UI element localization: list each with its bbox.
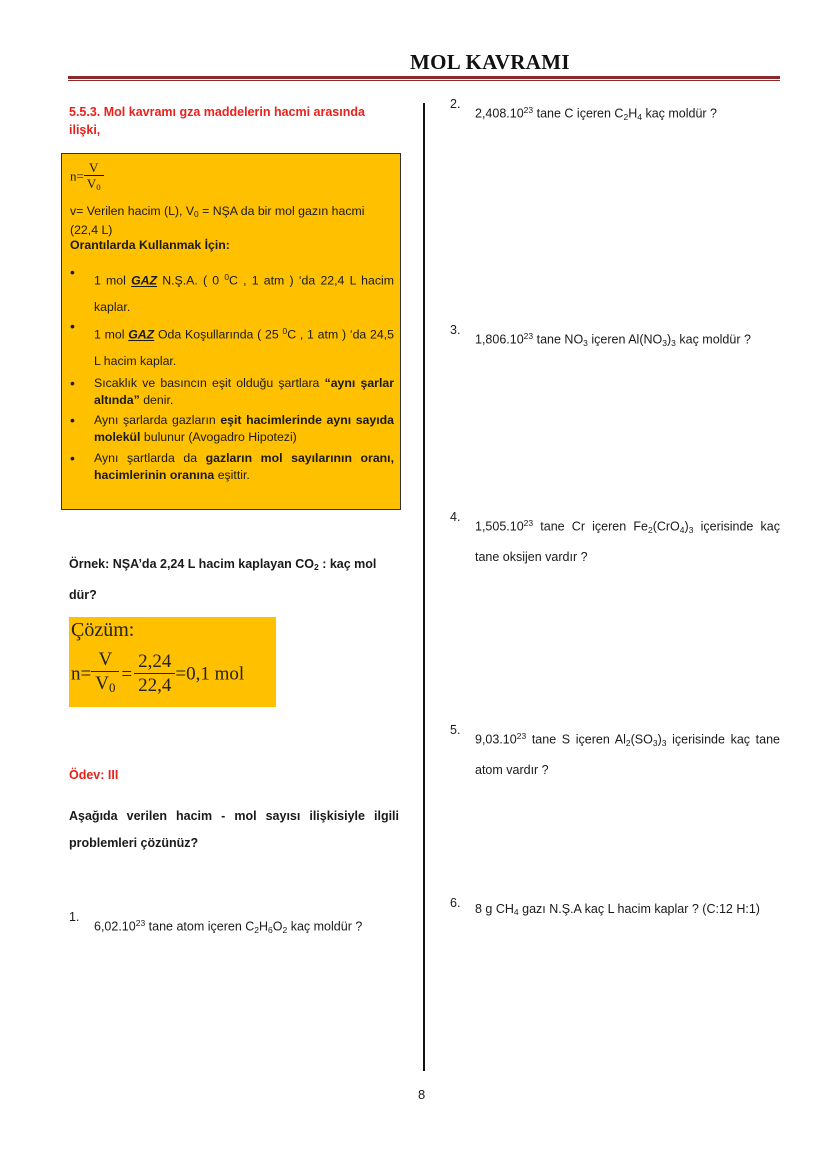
homework-instructions: Aşağıda verilen hacim - mol sayısı ilişkisiyle ilgili problemleri çözünüz?	[69, 809, 399, 850]
bullet-item: • Aynı şarlarda gazların eşit hacimlerinde aynı sayıda molekül bulunur (Avogadro Hipotezi)	[70, 412, 394, 444]
bullet-item: • 1 mol GAZ N.Ş.A. ( 0 $^0$C , 1 atm ) ‘da 22,4 L hacim kaplar.	[70, 264, 394, 314]
solution-title: Çözüm:	[71, 619, 135, 641]
mol-volume-formula	[70, 160, 104, 195]
bullet-icon: •	[70, 450, 75, 466]
bullet-item: • 1 mol GAZ Oda Koşullarında ( 25 $^0$C , 1 atm ) ‘da 24,5 L hacim kaplar.	[70, 318, 394, 368]
example-question: Örnek: NŞA’da 2,24 L hacim kaplayan $CO_2$ : kaç mol dür?	[69, 557, 377, 603]
question-item: 6. 8 g $CH_4$ gazı N.Ş.A kaç L hacim kaplar ? (C:12 H:1)	[450, 896, 760, 918]
header-rule-thick	[68, 76, 780, 79]
question-item: 2. 2,408.10$^{23}$ tane C içeren $C_2H_4$ kaç moldür ?	[450, 97, 717, 122]
info-box	[61, 153, 401, 510]
variable-definitions: v= Verilen hacim (L), $V_0$ = NŞA da bir mol gazın hacmi (22,4 L)	[70, 204, 365, 238]
bullet-item: • Sıcaklık ve basıncın eşit olduğu şartlara “aynı şarlar altında” denir.	[70, 375, 394, 407]
page-title: MOL KAVRAMI	[410, 50, 570, 74]
bullet-icon: •	[70, 412, 75, 428]
formula-numerator: V	[84, 160, 104, 176]
solution-result: =0,1 mol	[175, 663, 245, 685]
usage-heading: Orantılarda Kullanmak İçin:	[70, 238, 230, 252]
bullet-item: • Aynı şartlarda da gazların mol sayılarının oranı, hacimlerinin oranına eşittir.	[70, 450, 395, 482]
bullet-icon: •	[70, 264, 75, 280]
solution-equation: n= $\frac{V}{V_0}$ = $\frac{2,24}{22,4}$ =0,1 mol	[71, 649, 244, 700]
question-item: 5. 9,03.10$^{23}$ tane S içeren $Al_2(SO_3)_3$ içerisinde kaç tane atom vardır ?	[450, 723, 780, 777]
question-item: 4. 1,505.10$^{23}$ tane Cr içeren $Fe_2(CrO_4)_3$ içerisinde kaç tane oksijen vardır ?	[450, 510, 781, 564]
bullet-icon: •	[70, 318, 75, 334]
column-divider	[423, 103, 425, 1071]
solution-fraction-2: $\frac{2,24}{22,4}$	[134, 651, 175, 698]
solution-fraction-1: $\frac{V}{V_0}$	[91, 649, 119, 700]
question-item: 1. 6,02.10$^{23}$ tane atom içeren $C_2H_6O_2$ kaç moldür ?	[69, 910, 363, 935]
bullet-icon: •	[70, 375, 75, 391]
page-number: 8	[418, 1087, 426, 1102]
formula-lhs: n=	[70, 168, 84, 184]
header-rule-thin	[68, 80, 780, 81]
homework-label: Ödev: III	[69, 768, 119, 782]
section-title: 5.5.3. Mol kavramı gza maddelerin hacmi arasında ilişki,	[69, 105, 365, 137]
formula-fraction	[84, 160, 104, 195]
formula-denominator: $V_0$	[86, 176, 101, 193]
solution-box	[69, 617, 276, 707]
question-item: 3. 1,806.10$^{23}$ tane $NO_3$ içeren $Al(NO_3)_3$ kaç moldür ?	[450, 323, 751, 348]
